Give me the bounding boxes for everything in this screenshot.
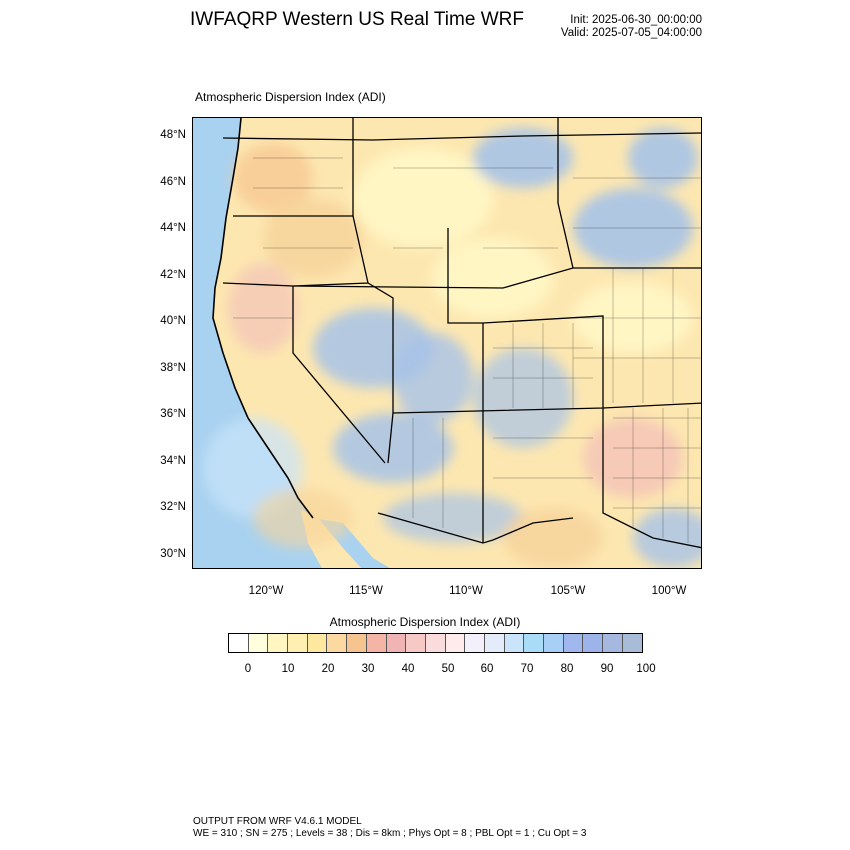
colorbar-label-20: 20: [321, 663, 335, 675]
colorbar-swatch: [249, 634, 269, 652]
colorbar-label-100: 100: [636, 663, 656, 675]
main-title: IWFAQRP Western US Real Time WRF: [190, 9, 524, 30]
lat-label-40: 40°N: [160, 315, 186, 327]
lon-label-115: 115°W: [349, 585, 383, 597]
lon-label-110: 110°W: [449, 585, 483, 597]
colorbar-label-30: 30: [361, 663, 375, 675]
colorbar-swatch: [288, 634, 308, 652]
lat-label-30: 30°N: [160, 548, 186, 560]
colorbar-swatch: [327, 634, 347, 652]
footer-config-info: WE = 310 ; SN = 275 ; Levels = 38 ; Dis = 8km ; Phys Opt = 8 ; PBL Opt = 1 ; Cu Opt = 3: [193, 828, 587, 839]
colorbar-swatch: [465, 634, 485, 652]
valid-time: Valid: 2025-07-05_04:00:00: [560, 27, 702, 39]
lat-label-36: 36°N: [160, 408, 186, 420]
colorbar-swatch: [623, 634, 643, 652]
colorbar-label-70: 70: [520, 663, 534, 675]
colorbar-label-50: 50: [441, 663, 455, 675]
colorbar-swatch: [524, 634, 544, 652]
lat-label-44: 44°N: [160, 222, 186, 234]
colorbar-swatch: [347, 634, 367, 652]
colorbar-swatch: [367, 634, 387, 652]
colorbar-swatch: [387, 634, 407, 652]
colorbar: [228, 633, 643, 653]
adi-map: [193, 118, 702, 569]
colorbar-label-90: 90: [600, 663, 614, 675]
colorbar-swatch: [603, 634, 623, 652]
lat-label-38: 38°N: [160, 362, 186, 374]
colorbar-swatch: [268, 634, 288, 652]
map-frame[interactable]: [192, 117, 702, 569]
colorbar-swatch: [485, 634, 505, 652]
colorbar-swatch: [583, 634, 603, 652]
colorbar-label-0: 0: [244, 663, 252, 675]
colorbar-label-40: 40: [401, 663, 415, 675]
lat-label-42: 42°N: [160, 269, 186, 281]
colorbar-swatch: [308, 634, 328, 652]
colorbar-swatch: [426, 634, 446, 652]
colorbar-label-80: 80: [560, 663, 574, 675]
colorbar-label-10: 10: [281, 663, 295, 675]
colorbar-swatch: [406, 634, 426, 652]
colorbar-swatch: [564, 634, 584, 652]
lat-label-34: 34°N: [160, 455, 186, 467]
lat-label-46: 46°N: [160, 176, 186, 188]
init-time: Init: 2025-06-30_00:00:00: [570, 14, 702, 26]
colorbar-swatch: [446, 634, 466, 652]
colorbar-title: Atmospheric Dispersion Index (ADI): [329, 615, 521, 629]
lon-label-105: 105°W: [550, 585, 586, 597]
colorbar-swatch: [229, 634, 249, 652]
footer-model-info: OUTPUT FROM WRF V4.6.1 MODEL: [193, 816, 362, 827]
colorbar-label-60: 60: [480, 663, 494, 675]
colorbar-swatch: [544, 634, 564, 652]
map-title: Atmospheric Dispersion Index (ADI): [195, 90, 386, 104]
lon-label-100: 100°W: [651, 585, 687, 597]
lat-label-32: 32°N: [160, 501, 186, 513]
lon-label-120: 120°W: [248, 585, 284, 597]
lat-label-48: 48°N: [160, 129, 186, 141]
colorbar-swatch: [505, 634, 525, 652]
